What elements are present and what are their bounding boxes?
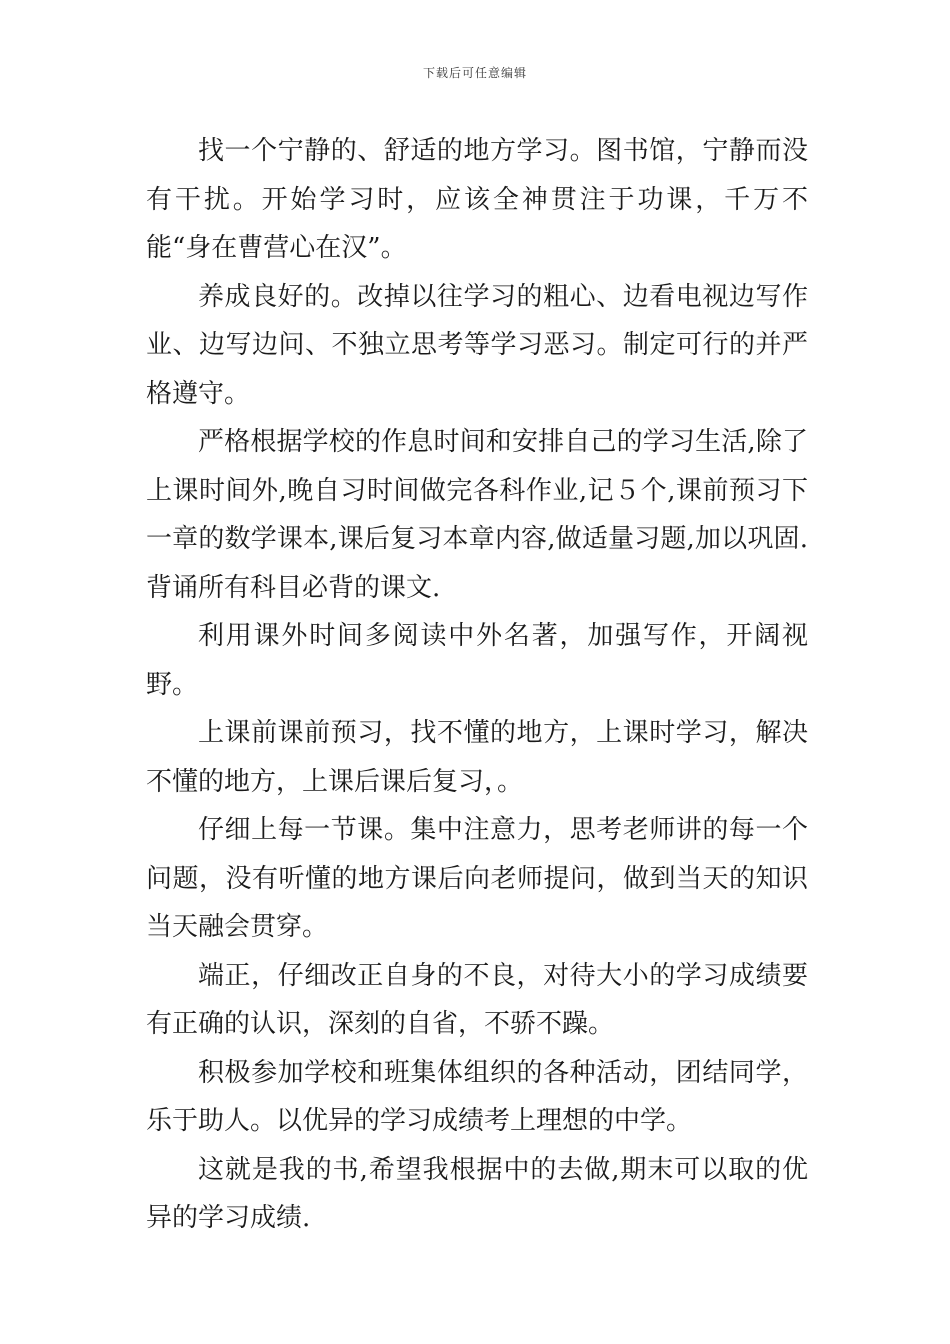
header-note: 下载后可任意编辑: [422, 66, 527, 80]
paragraph-1: 找一个宁静的、舒适的地方学习。图书馆，宁静而没有干扰。开始学习时，应该全神贯注于功课，千万不能“身在曹营心在汉”。: [146, 136, 808, 263]
document-body: [146, 127, 808, 1243]
paragraph-3: 严格根据学校的作息时间和安排自己的学习生活,除了上课时间外,晚自习时间做完各科作业,记５个,课前预习下一章的数学课本,课后复习本章内容,做适量习题,加以巩固.背诵所有科目必背的课文.: [146, 427, 808, 603]
paragraph-2: 养成良好的。改掉以往学习的粗心、边看电视边写作业、边写边问、不独立思考等学习恶习。制定可行的并严格遵守。: [146, 281, 808, 409]
paragraph-6: 仔细上每一节课。集中注意力，思考老师讲的每一个问题，没有听懂的地方课后向老师提问，做到当天的知识当天融会贯穿。: [146, 815, 808, 942]
paragraph-9: 这就是我的书,希望我根据中的去做,期末可以取的优异的学习成绩.: [146, 1154, 808, 1233]
paragraph-8: 积极参加学校和班集体组织的各种活动，团结同学，乐于助人。以优异的学习成绩考上理想的中学。: [146, 1057, 808, 1136]
paragraph-7: 端正，仔细改正自身的不良，对待大小的学习成绩要有正确的认识，深刻的自省，不骄不躁。: [146, 960, 808, 1039]
paragraph-4: 利用课外时间多阅读中外名著，加强写作，开阔视野。: [146, 621, 808, 700]
paragraph-5: 上课前课前预习，找不懂的地方，上课时学习，解决不懂的地方，上课后课后复习，。: [146, 718, 808, 797]
